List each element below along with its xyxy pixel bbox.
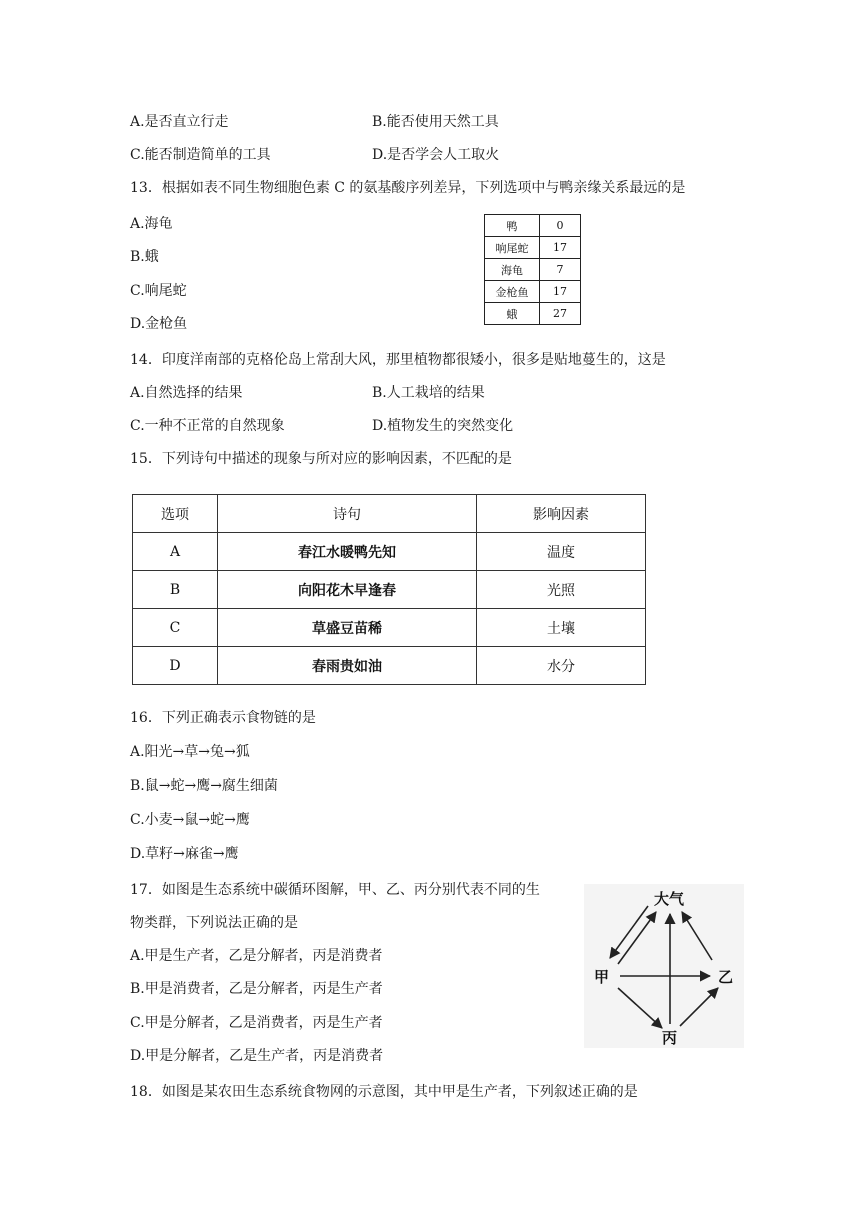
q13-option-c: C.响尾蛇	[130, 283, 187, 299]
q14-option-d: D.植物发生的突然变化	[372, 418, 514, 434]
organism-name: 鸭	[485, 215, 540, 237]
column-header: 选项	[133, 495, 218, 533]
q15-stem: 15．下列诗句中描述的现象与所对应的影响因素，不匹配的是	[130, 451, 512, 467]
column-header: 诗句	[218, 495, 477, 533]
carbon-cycle-diagram	[584, 884, 744, 1048]
factor-cell: 温度	[477, 533, 646, 571]
organism-name: 海龟	[485, 259, 540, 281]
q16-option-a: A.阳光→草→兔→狐	[130, 744, 250, 760]
factor-cell: 光照	[477, 571, 646, 609]
node-atmosphere: 大气	[654, 890, 685, 908]
column-header: 影响因素	[477, 495, 646, 533]
q17-option-d: D.甲是分解者，乙是生产者，丙是消费者	[130, 1048, 384, 1064]
q17-option-b: B.甲是消费者，乙是分解者，丙是生产者	[130, 981, 383, 997]
difference-value: 7	[540, 259, 581, 281]
organism-name: 响尾蛇	[485, 237, 540, 259]
node-yi: 乙	[718, 968, 734, 986]
q14-stem: 14．印度洋南部的克格伦岛上常刮大风，那里植物都很矮小，很多是贴地蔓生的，这是	[130, 352, 666, 368]
factor-cell: 水分	[477, 647, 646, 685]
q17-option-a: A.甲是生产者，乙是分解者，丙是消费者	[130, 948, 383, 964]
poem-cell: 春江水暖鸭先知	[218, 533, 477, 571]
table-row	[133, 647, 646, 685]
table-row	[133, 533, 646, 571]
poem-factor-table	[132, 494, 646, 685]
q17-stem-line1: 17．如图是生态系统中碳循环图解，甲、乙、丙分别代表不同的生	[130, 882, 540, 898]
table-row	[485, 259, 581, 281]
organism-name: 金枪鱼	[485, 281, 540, 303]
q16-option-b: B.鼠→蛇→鹰→腐生细菌	[130, 778, 278, 794]
poem-cell: 草盛豆苗稀	[218, 609, 477, 647]
difference-value: 17	[540, 237, 581, 259]
q17-option-c: C.甲是分解者，乙是消费者，丙是生产者	[130, 1015, 383, 1031]
arrow-jia-to-bing	[618, 988, 662, 1028]
q13-stem: 13．根据如表不同生物细胞色素 C 的氨基酸序列差异，下列选项中与鸭亲缘关系最远的是	[130, 180, 686, 196]
q17-stem-line2: 物类群，下列说法正确的是	[130, 915, 298, 931]
q16-stem: 16．下列正确表示食物链的是	[130, 710, 316, 726]
table-row	[485, 281, 581, 303]
arrow-bing-to-yi	[680, 988, 718, 1026]
poem-cell: 向阳花木早逢春	[218, 571, 477, 609]
q12-option-d: D.是否学会人工取火	[372, 147, 500, 163]
q12-option-a: A.是否直立行走	[130, 114, 229, 130]
q14-option-c: C.一种不正常的自然现象	[130, 418, 285, 434]
option-cell: A	[133, 533, 218, 571]
option-cell: C	[133, 609, 218, 647]
table-row	[133, 571, 646, 609]
q14-option-b: B.人工栽培的结果	[372, 385, 485, 401]
q16-option-d: D.草籽→麻雀→鹰	[130, 846, 239, 862]
difference-value: 27	[540, 303, 581, 325]
q14-option-a: A.自然选择的结果	[130, 385, 243, 401]
node-jia: 甲	[594, 968, 610, 986]
node-bing: 丙	[662, 1029, 678, 1047]
q12-option-c: C.能否制造简单的工具	[130, 147, 271, 163]
q13-option-a: A.海龟	[130, 216, 173, 232]
option-cell: B	[133, 571, 218, 609]
q12-option-b: B.能否使用天然工具	[372, 114, 499, 130]
organism-name: 蛾	[485, 303, 540, 325]
poem-cell: 春雨贵如油	[218, 647, 477, 685]
option-cell: D	[133, 647, 218, 685]
table-row	[485, 215, 581, 237]
arrow-yi-to-air	[682, 912, 712, 960]
q16-option-c: C.小麦→鼠→蛇→鹰	[130, 812, 250, 828]
q13-option-d: D.金枪鱼	[130, 316, 188, 332]
q18-stem: 18．如图是某农田生态系统食物网的示意图，其中甲是生产者，下列叙述正确的是	[130, 1084, 638, 1100]
difference-value: 17	[540, 281, 581, 303]
q13-option-b: B.蛾	[130, 249, 159, 265]
factor-cell: 土壤	[477, 609, 646, 647]
table-header-row	[133, 495, 646, 533]
carbon-cycle-arrows	[584, 884, 744, 1048]
table-row	[485, 303, 581, 325]
difference-value: 0	[540, 215, 581, 237]
amino-acid-difference-table	[484, 214, 581, 325]
table-row	[485, 237, 581, 259]
table-row	[133, 609, 646, 647]
